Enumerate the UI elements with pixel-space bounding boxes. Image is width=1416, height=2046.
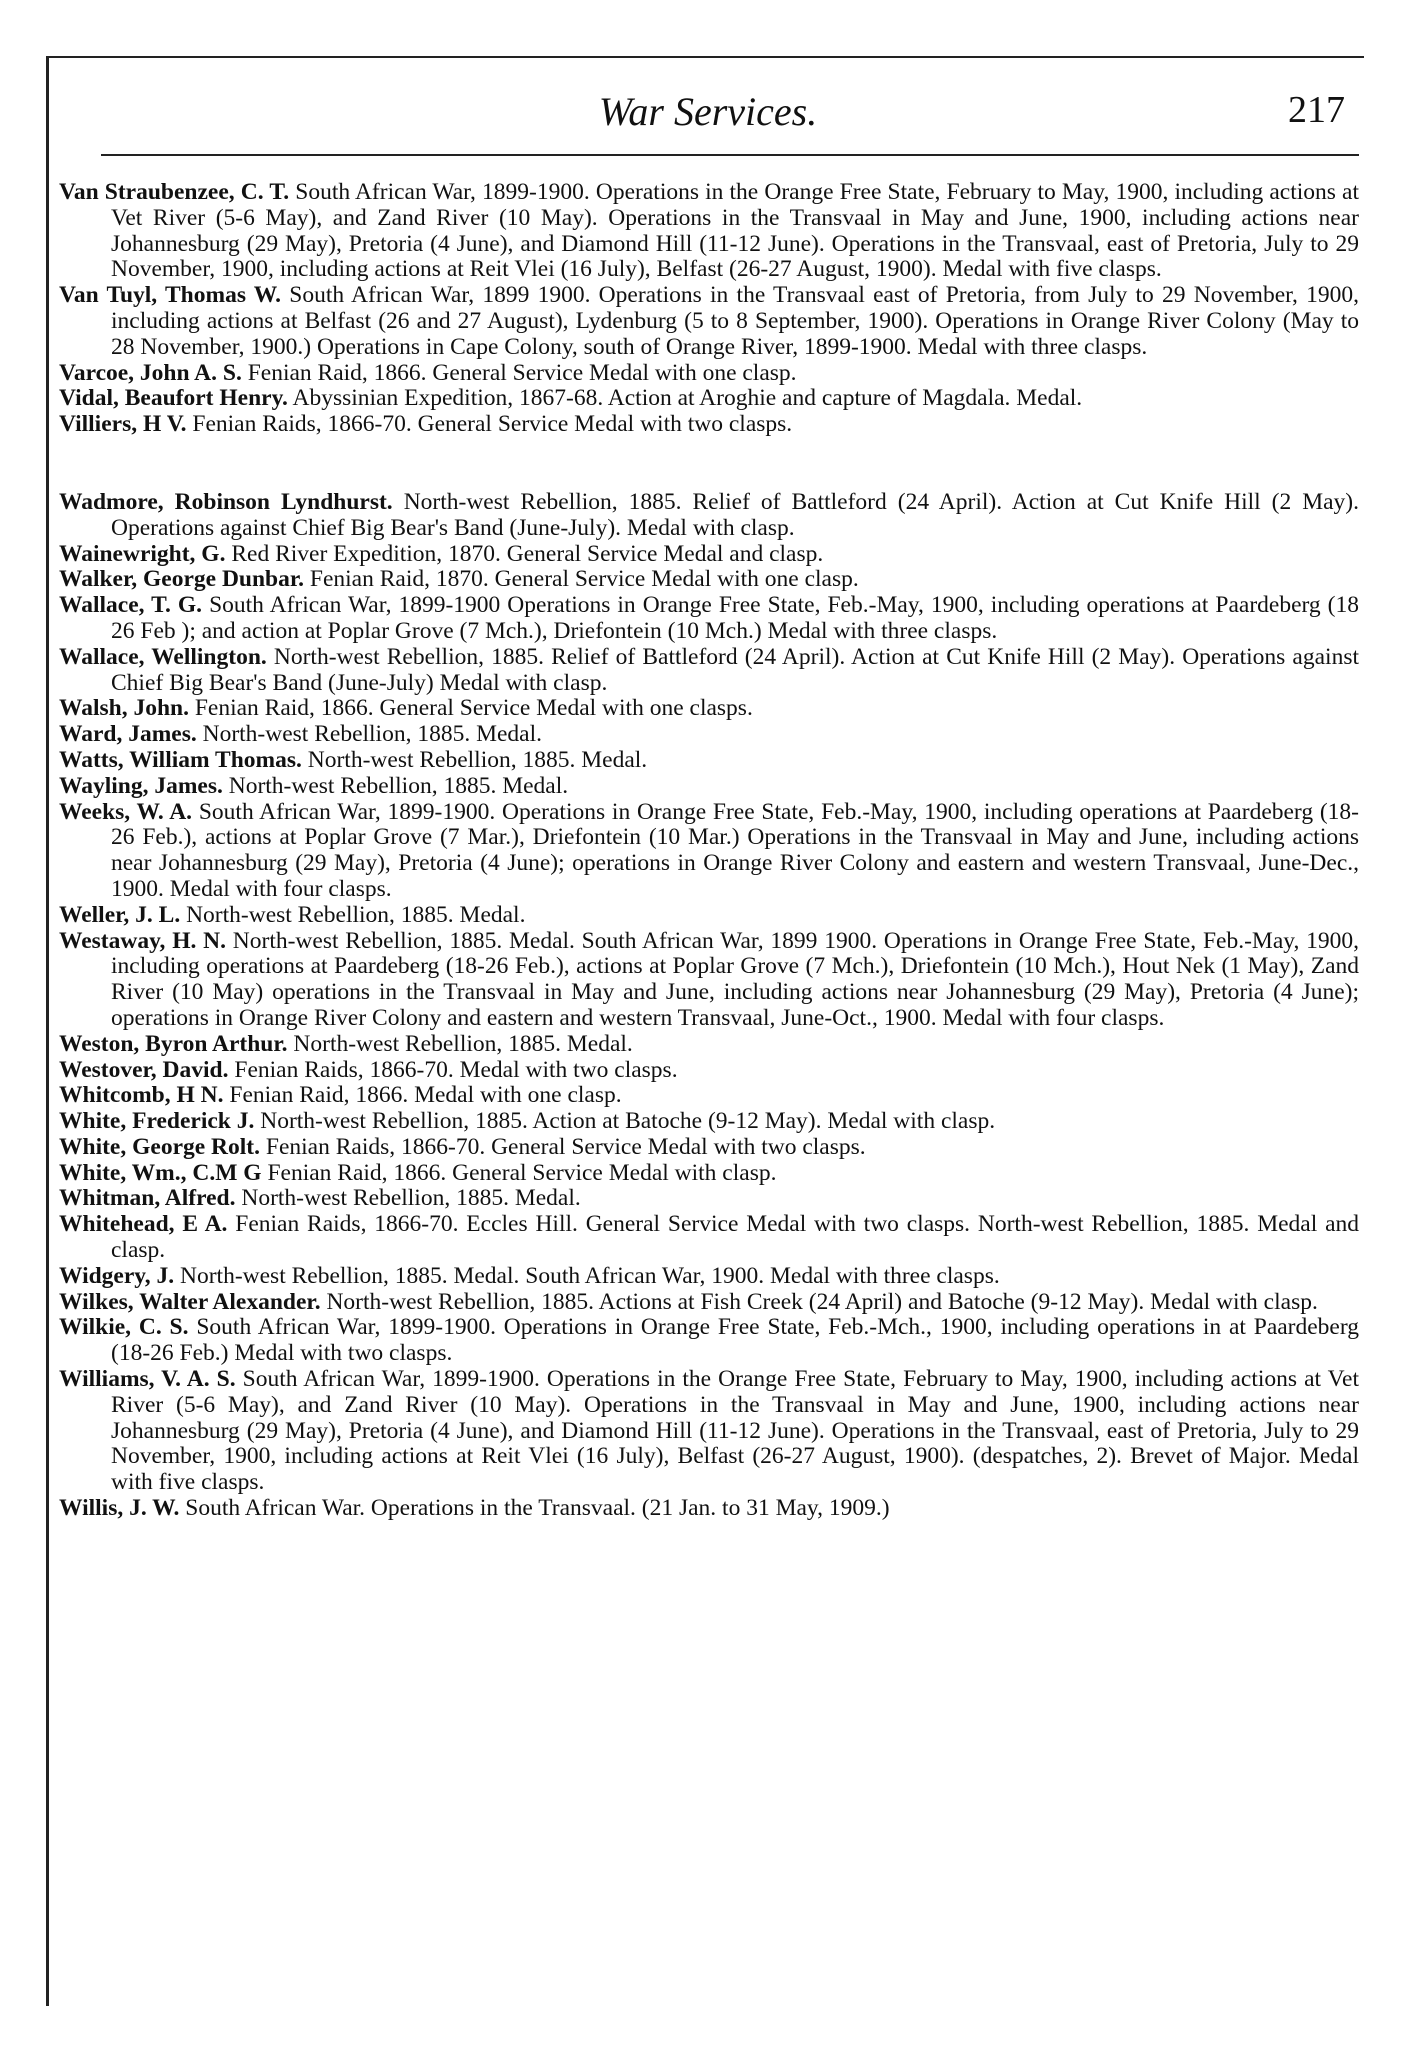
- service-entry: [59, 567, 1359, 593]
- service-entry: [59, 748, 1359, 774]
- entry-name: Ward, James.: [59, 721, 197, 748]
- entries-list: [59, 180, 1359, 1522]
- entry-name: Westaway, H. N.: [59, 927, 226, 954]
- entry-name: Weeks, W. A.: [59, 798, 193, 825]
- entry-name: Wayling, James.: [59, 772, 223, 799]
- service-entry: [59, 800, 1359, 903]
- service-entry: [59, 593, 1359, 645]
- entry-name: White, George Rolt.: [59, 1133, 261, 1160]
- entry-text: Fenian Raids, 1866-70. General Service Medal with two clasps.: [265, 1133, 866, 1160]
- page-header: [49, 88, 1367, 138]
- entry-name: Wadmore, Robinson Lyndhurst.: [59, 488, 393, 515]
- entry-text: South African War, 1899 1900. Operations in the Transvaal east of Pretoria, from July to 29 November, 1900, including actions at Belfast (26 and 27 August), Lydenburg (5 to 8 September, 1900). Operations in Orange River Colony (May to 28 November, 1900.) Operations in Cape Colony, south of Orange River, 1899-1900. Medal with three clasps.: [111, 282, 1360, 360]
- service-entry: [59, 361, 1359, 387]
- entry-name: Walker, George Dunbar.: [59, 566, 305, 593]
- entry-text: North-west Rebellion, 1885. Medal.: [293, 1030, 633, 1057]
- service-entry: [59, 490, 1359, 542]
- entry-name: Watts, William Thomas.: [59, 746, 302, 773]
- service-entry: [59, 696, 1359, 722]
- service-entry: [59, 903, 1359, 929]
- entry-name: White, Wm., C.M G: [59, 1159, 262, 1186]
- entry-name: Varcoe, John A. S.: [59, 359, 242, 386]
- entry-text: Fenian Raids, 1866-70. General Service Medal with two clasps.: [192, 411, 793, 438]
- entry-name: White, Frederick J.: [59, 1108, 255, 1135]
- entry-text: North-west Rebellion, 1885. Action at Batoche (9-12 May). Medal with clasp.: [260, 1108, 996, 1135]
- service-entry: [59, 1161, 1359, 1187]
- entry-name: Williams, V. A. S.: [59, 1366, 236, 1393]
- entry-name: Westover, David.: [59, 1056, 229, 1083]
- entry-text: South African War, 1899-1900. Operations in Orange Free State, Feb.-May, 1900, including operations at Paardeberg (18-26 Feb.), actions at Poplar Grove (7 Mar.), Driefontein (10 Mar.) Operations in the Transvaal in May and June, including actions near Johannesburg (29 May), Pretoria (4 June); operations in Orange River Colony and eastern and western Transvaal, June-Dec., 1900. Medal with four clasps.: [111, 798, 1360, 902]
- entry-text: North-west Rebellion, 1885. Medal.: [307, 746, 648, 773]
- entry-name: Wilkie, C. S.: [59, 1314, 189, 1341]
- running-title: War Services.: [598, 89, 818, 134]
- entry-text: South African War. Operations in the Transvaal. (21 Jan. to 31 May, 1909.): [185, 1495, 890, 1522]
- entry-name: Weston, Byron Arthur.: [59, 1030, 288, 1057]
- service-entry: [59, 412, 1359, 438]
- entry-name: Wainewright, G.: [59, 540, 226, 567]
- entry-text: Fenian Raids, 1866-70. Eccles Hill. General Service Medal with two clasps. North-west Rebellion, 1885. Medal and clasp.: [111, 1211, 1359, 1264]
- service-entry: [59, 283, 1359, 360]
- entry-name: Whitehead, E A.: [59, 1211, 228, 1238]
- service-entry: [59, 1083, 1359, 1109]
- service-entry: [59, 1496, 1359, 1522]
- entry-name: Wilkes, Walter Alexander.: [59, 1288, 321, 1315]
- entries-group-w: [59, 490, 1359, 1522]
- entry-name: Whitcomb, H N.: [59, 1082, 224, 1109]
- service-entry: [59, 645, 1359, 697]
- service-entry: [59, 1315, 1359, 1367]
- entry-text: North-west Rebellion, 1885. Medal. South African War, 1899 1900. Operations in Orange Free State, Feb.-May, 1900, including operations at Paardeberg (18-26 Feb.), actions at Poplar Grove (7 Mch.), Driefontein (10 Mch.), Hout Nek (1 May), Zand River (10 May) operations in the Transvaal in May and June, including actions near Johannesburg (29 May), Pretoria (4 June); operations in Orange River Colony and eastern and western Transvaal, June-Oct., 1900. Medal with four clasps.: [111, 927, 1360, 1031]
- service-entry: [59, 386, 1359, 412]
- service-entry: [59, 180, 1359, 283]
- entry-name: Villiers, H V.: [59, 411, 187, 438]
- entry-text: North-west Rebellion, 1885. Medal.: [241, 1185, 581, 1212]
- page-number: 217: [1288, 89, 1345, 131]
- service-entry: [59, 1032, 1359, 1058]
- service-entry: [59, 1109, 1359, 1135]
- entry-name: Van Straubenzee, C. T.: [59, 179, 290, 205]
- service-entry: [59, 1058, 1359, 1084]
- entry-text: Abyssinian Expedition, 1867-68. Action at Aroghie and capture of Magdala. Medal.: [292, 385, 1083, 412]
- entry-name: Willis, J. W.: [59, 1495, 180, 1522]
- entry-name: Wallace, T. G.: [59, 592, 203, 619]
- entry-text: Fenian Raid, 1866. Medal with one clasp.: [229, 1082, 622, 1109]
- header-rule: [101, 154, 1359, 156]
- entry-text: South African War, 1899-1900 Operations in Orange Free State, Feb.-May, 1900, including operations at Paardeberg (18 26 Feb ); and action at Poplar Grove (7 Mch.), Driefontein (10 Mch.) Medal with three clasps.: [111, 592, 1359, 644]
- section-gap: [59, 438, 1359, 490]
- entry-name: Weller, J. L.: [59, 901, 181, 928]
- entry-text: Red River Expedition, 1870. General Service Medal and clasp.: [231, 540, 824, 567]
- service-entry: [59, 1290, 1359, 1316]
- service-entry: [59, 1264, 1359, 1290]
- service-entry: [59, 1367, 1359, 1496]
- entry-text: South African War, 1899-1900. Operations in the Orange Free State, February to May, 1900, including actions at Vet River (5-6 May), and Zand River (10 May). Operations in the Transvaal in May and June, 1900, including actions near Johannesburg (29 May), Pretoria (4 June), and Diamond Hill (11-12 June). Operations in the Transvaal, east of Pretoria, July to 29 November, 1900, including actions at Reit Vlei (16 July), Belfast (26-27 August, 1900). Medal with five clasps.: [111, 179, 1360, 283]
- entry-name: Walsh, John.: [59, 695, 189, 722]
- entry-text: Fenian Raid, 1866. General Service Medal with one clasp.: [247, 359, 797, 386]
- entry-name: Wallace, Wellington.: [59, 643, 267, 670]
- entry-text: Fenian Raid, 1866. General Service Medal with one clasps.: [194, 695, 753, 722]
- service-entry: [59, 542, 1359, 568]
- service-entry: [59, 1186, 1359, 1212]
- entry-text: Fenian Raids, 1866-70. Medal with two clasps.: [234, 1056, 678, 1083]
- entry-text: North-west Rebellion, 1885. Medal.: [228, 772, 569, 799]
- entries-group-v: [59, 180, 1359, 438]
- entry-text: North-west Rebellion, 1885. Relief of Battleford (24 April). Action at Cut Knife Hill (2 May). Operations against Chief Big Bear's Band (June-July). Medal with clasp.: [111, 488, 1360, 541]
- entry-text: Fenian Raid, 1866. General Service Medal with clasp.: [267, 1159, 777, 1186]
- entry-text: South African War, 1899-1900. Operations in the Orange Free State, February to May, 1900, including actions at Vet River (5-6 May), and Zand River (10 May). Operations in the Transvaal in May and June, 1900, including actions near Johannesburg (29 May), Pretoria (4 June), and Diamond Hill (11-12 June). Operations in the Transvaal, east of Pretoria, July to 29 November, 1900, including actions at Reit Vlei (16 July), Belfast (26-27 August, 1900). (despatches, 2). Brevet of Major. Medal with five clasps.: [111, 1366, 1360, 1496]
- entry-text: Fenian Raid, 1870. General Service Medal with one clasp.: [309, 566, 859, 593]
- service-entry: [59, 929, 1359, 1032]
- entry-text: North-west Rebellion, 1885. Relief of Battleford (24 April). Action at Cut Knife Hill (2 May). Operations against Chief Big Bear's Band (June-July) Medal with clasp.: [111, 643, 1359, 696]
- entry-text: North-west Rebellion, 1885. Medal.: [186, 901, 526, 928]
- entry-text: South African War, 1899-1900. Operations in Orange Free State, Feb.-Mch., 1900, including operations in at Paardeberg (18-26 Feb.) Medal with two clasps.: [111, 1314, 1360, 1367]
- entry-name: Van Tuyl, Thomas W.: [59, 282, 281, 309]
- entry-name: Whitman, Alfred.: [59, 1185, 236, 1212]
- entry-name: Widgery, J.: [59, 1262, 175, 1289]
- entry-text: North-west Rebellion, 1885. Actions at Fish Creek (24 April) and Batoche (9-12 May). Medal with clasp.: [326, 1288, 1318, 1315]
- entry-name: Vidal, Beaufort Henry.: [59, 385, 288, 412]
- service-entry: [59, 1212, 1359, 1264]
- book-page: [46, 56, 1364, 2006]
- entry-text: North-west Rebellion, 1885. Medal. South African War, 1900. Medal with three clasps.: [180, 1262, 1000, 1289]
- service-entry: [59, 774, 1359, 800]
- service-entry: [59, 1135, 1359, 1161]
- entry-text: North-west Rebellion, 1885. Medal.: [202, 721, 542, 748]
- service-entry: [59, 722, 1359, 748]
